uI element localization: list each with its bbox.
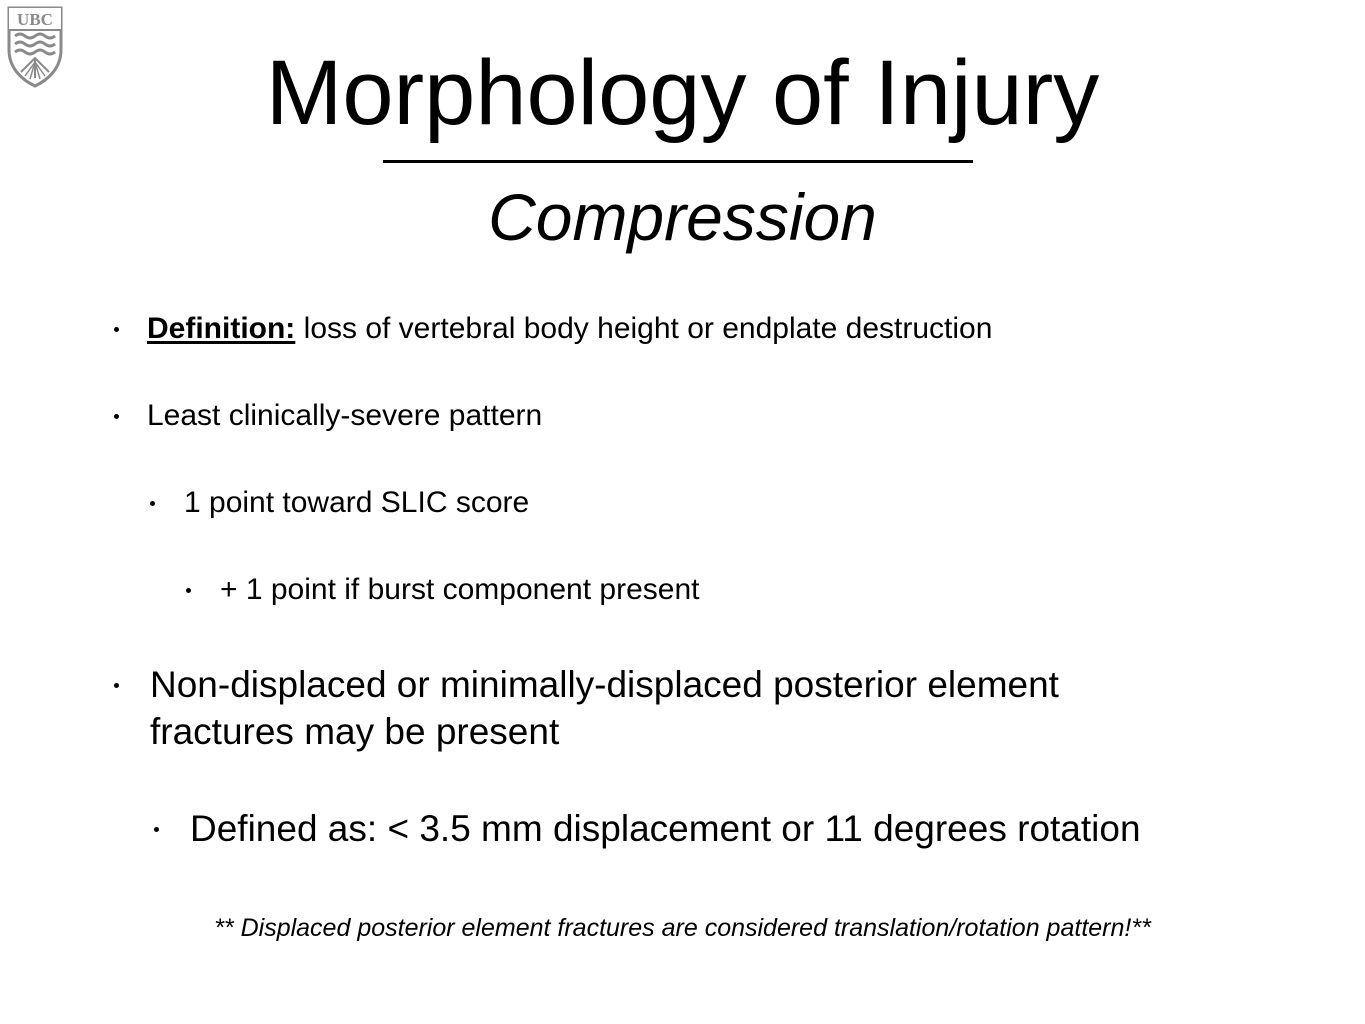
bullet-dot-icon <box>114 327 119 332</box>
bullet-definition <box>147 311 992 347</box>
footnote: ** Displaced posterior element fractures are considered translation/rotation pattern!** <box>214 914 1151 942</box>
bullet-least-severe <box>147 398 542 434</box>
posterior-line-2: fractures may be present <box>150 711 560 752</box>
bullet-dot-icon <box>114 683 119 688</box>
bullet-dot-icon <box>150 501 155 506</box>
title-divider <box>383 160 973 163</box>
bullet-dot-icon <box>186 588 191 593</box>
least-severe-text: Least clinically-severe pattern <box>147 399 543 432</box>
slic-point-text: 1 point toward SLIC score <box>184 486 530 519</box>
bullet-dot-icon <box>114 414 119 419</box>
burst-point-text: + 1 point if burst component present <box>220 573 700 606</box>
bullet-posterior-elements <box>150 661 1059 755</box>
definition-label: Definition: <box>147 312 296 345</box>
bullet-slic-point <box>184 485 529 521</box>
bullet-burst-point <box>220 572 699 608</box>
bullet-defined-as <box>190 805 1141 852</box>
logo-wordmark: UBC <box>17 10 53 29</box>
bullet-dot-icon <box>154 827 159 832</box>
defined-as-text: Defined as: < 3.5 mm displacement or 11 degrees rotation <box>190 808 1141 849</box>
slide-title: Morphology of Injury <box>265 42 1100 144</box>
slide-subtitle: Compression <box>488 180 877 254</box>
posterior-line-1: Non-displaced or minimally-displaced posterior element <box>150 664 1059 705</box>
definition-text: loss of vertebral body height or endplate destruction <box>295 312 993 345</box>
